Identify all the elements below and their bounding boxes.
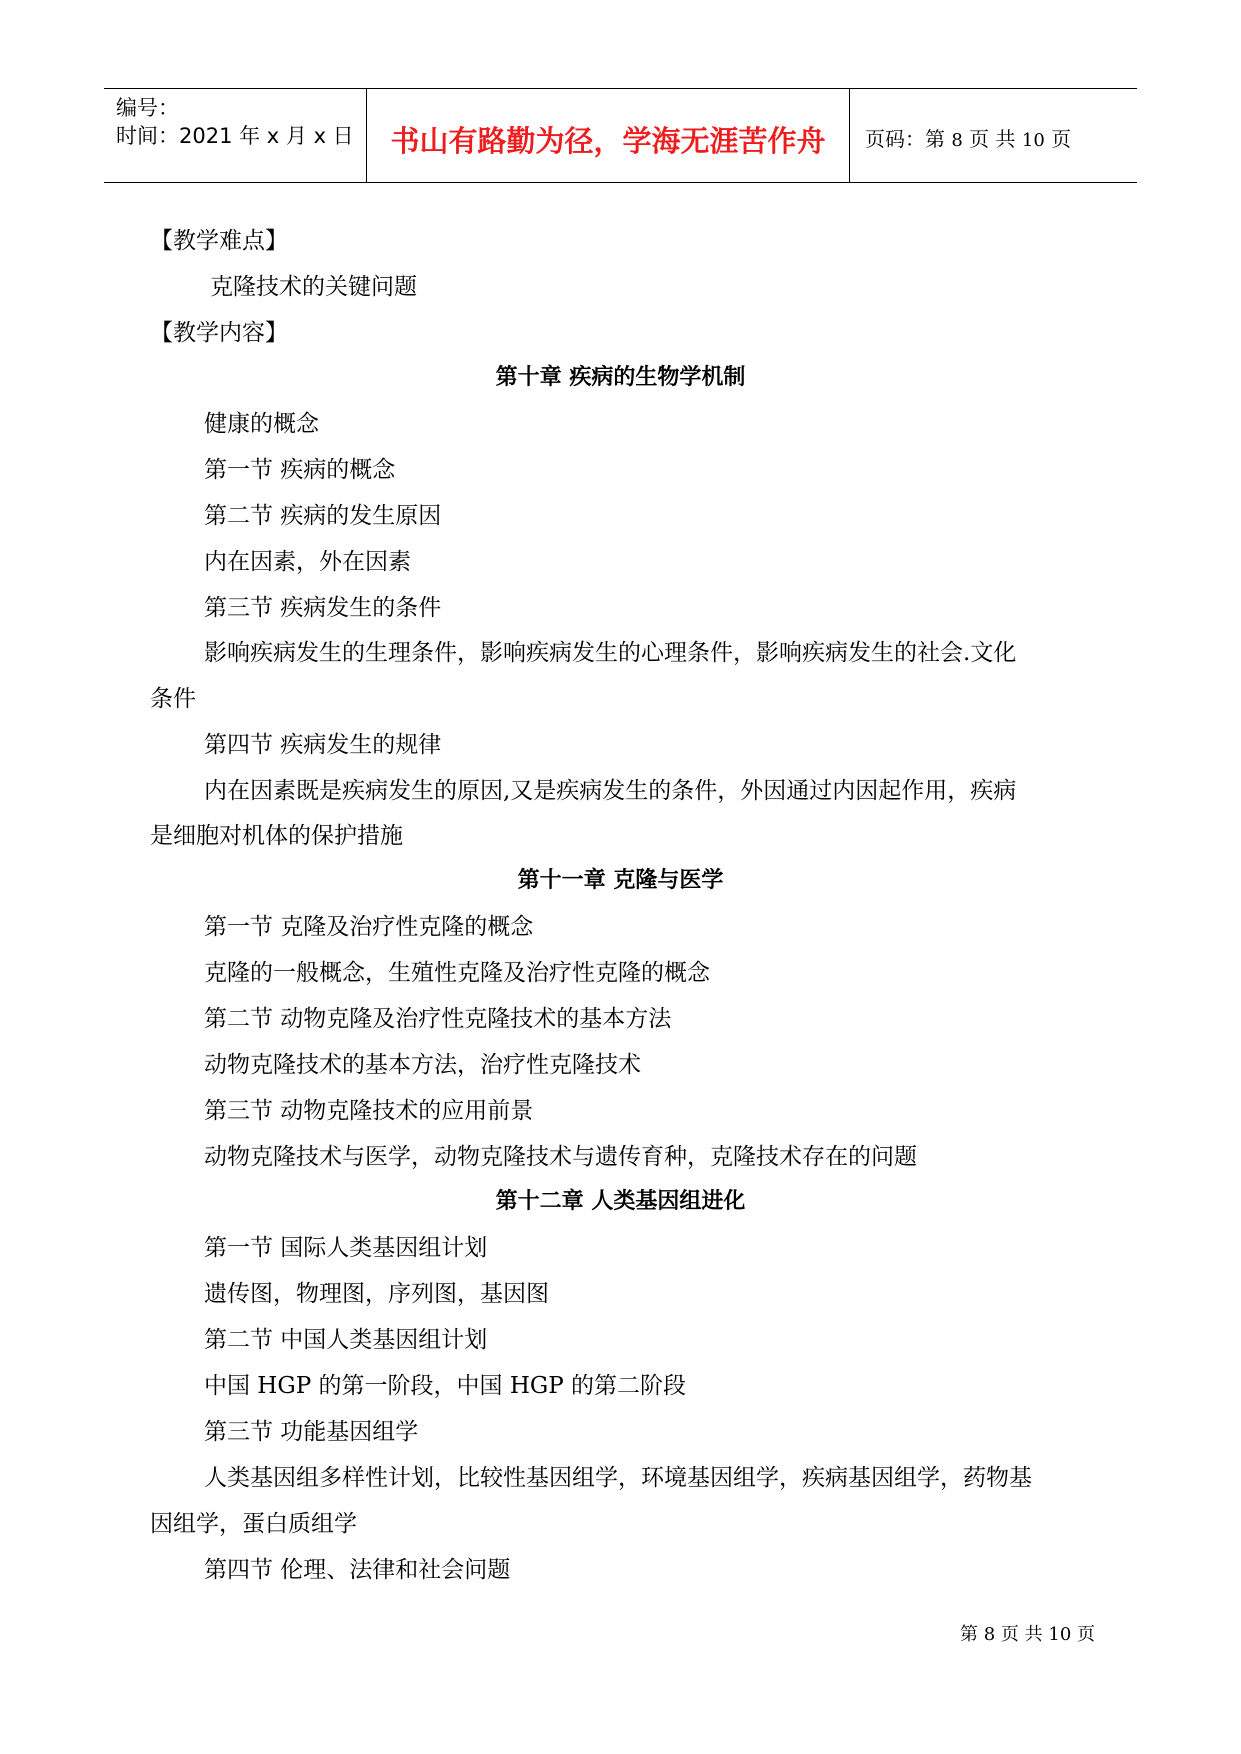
ch12-line: 人类基因组多样性计划，比较性基因组学，环境基因组学，疾病基因组学，药物基 — [204, 1465, 1032, 1491]
motto: 书山有路勤为径，学海无涯苦作舟 — [390, 124, 826, 158]
ch10-line: 第三节 疾病发生的条件 — [204, 595, 442, 621]
ch11-line: 动物克隆技术的基本方法，治疗性克隆技术 — [204, 1052, 641, 1078]
page-footer: 第 8 页 共 10 页 — [960, 1624, 1095, 1645]
ch12-line: 遗传图，物理图，序列图，基因图 — [204, 1281, 549, 1307]
page-code — [865, 123, 1071, 152]
time-label: 时间：2021 年 x 月 x 日 — [116, 124, 354, 148]
ch10-line: 影响疾病发生的生理条件，影响疾病发生的心理条件，影响疾病发生的社会.文化 — [204, 640, 1017, 666]
difficulty-text: 克隆技术的关键问题 — [210, 274, 417, 300]
ch11-line: 动物克隆技术与医学，动物克隆技术与遗传育种，克隆技术存在的问题 — [204, 1144, 917, 1170]
ch10-line: 内在因素既是疾病发生的原因,又是疾病发生的条件，外因通过内因起作用，疾病 — [204, 778, 1017, 804]
ch11-line: 第一节 克隆及治疗性克隆的概念 — [204, 914, 534, 940]
content-heading: 【教学内容】 — [150, 320, 288, 346]
ch10-line: 条件 — [150, 686, 196, 712]
chapter-12-title: 第十二章 人类基因组进化 — [495, 1189, 746, 1214]
chapter-10-title: 第十章 疾病的生物学机制 — [495, 365, 746, 390]
ch12-line: 第一节 国际人类基因组计划 — [204, 1235, 488, 1261]
ch10-line: 是细胞对机体的保护措施 — [150, 823, 403, 849]
ch12-line: 第三节 功能基因组学 — [204, 1419, 419, 1445]
page-code-mid: 页 共 — [969, 127, 1016, 151]
ch10-line: 健康的概念 — [204, 411, 319, 437]
ch12-line: 第四节 伦理、法律和社会问题 — [204, 1557, 511, 1583]
ch12-line: 因组学，蛋白质组学 — [150, 1511, 357, 1537]
ch11-line: 第三节 动物克隆技术的应用前景 — [204, 1098, 534, 1124]
ch10-line: 第四节 疾病发生的规律 — [204, 732, 442, 758]
page-code-total: 10 — [1021, 130, 1045, 151]
ch12-line: 第二节 中国人类基因组计划 — [204, 1327, 488, 1353]
chapter-11-title: 第十一章 克隆与医学 — [517, 868, 724, 893]
page-code-current: 8 — [951, 130, 963, 151]
ch11-line: 第二节 动物克隆及治疗性克隆技术的基本方法 — [204, 1006, 672, 1032]
header-motto-cell — [367, 89, 850, 182]
difficulty-heading: 【教学难点】 — [150, 228, 288, 254]
page-header — [104, 88, 1137, 183]
serial-label: 编号： — [116, 96, 179, 120]
page-code-suffix: 页 — [1051, 127, 1072, 151]
page-code-prefix: 页码：第 — [865, 127, 945, 151]
header-page-cell — [851, 89, 1137, 182]
ch10-line: 第二节 疾病的发生原因 — [204, 503, 442, 529]
ch10-line: 内在因素，外在因素 — [204, 549, 411, 575]
ch11-line: 克隆的一般概念，生殖性克隆及治疗性克隆的概念 — [204, 960, 710, 986]
header-info-cell — [104, 89, 367, 182]
ch12-line: 中国 HGP 的第一阶段，中国 HGP 的第二阶段 — [204, 1373, 687, 1399]
ch10-line: 第一节 疾病的概念 — [204, 457, 396, 483]
